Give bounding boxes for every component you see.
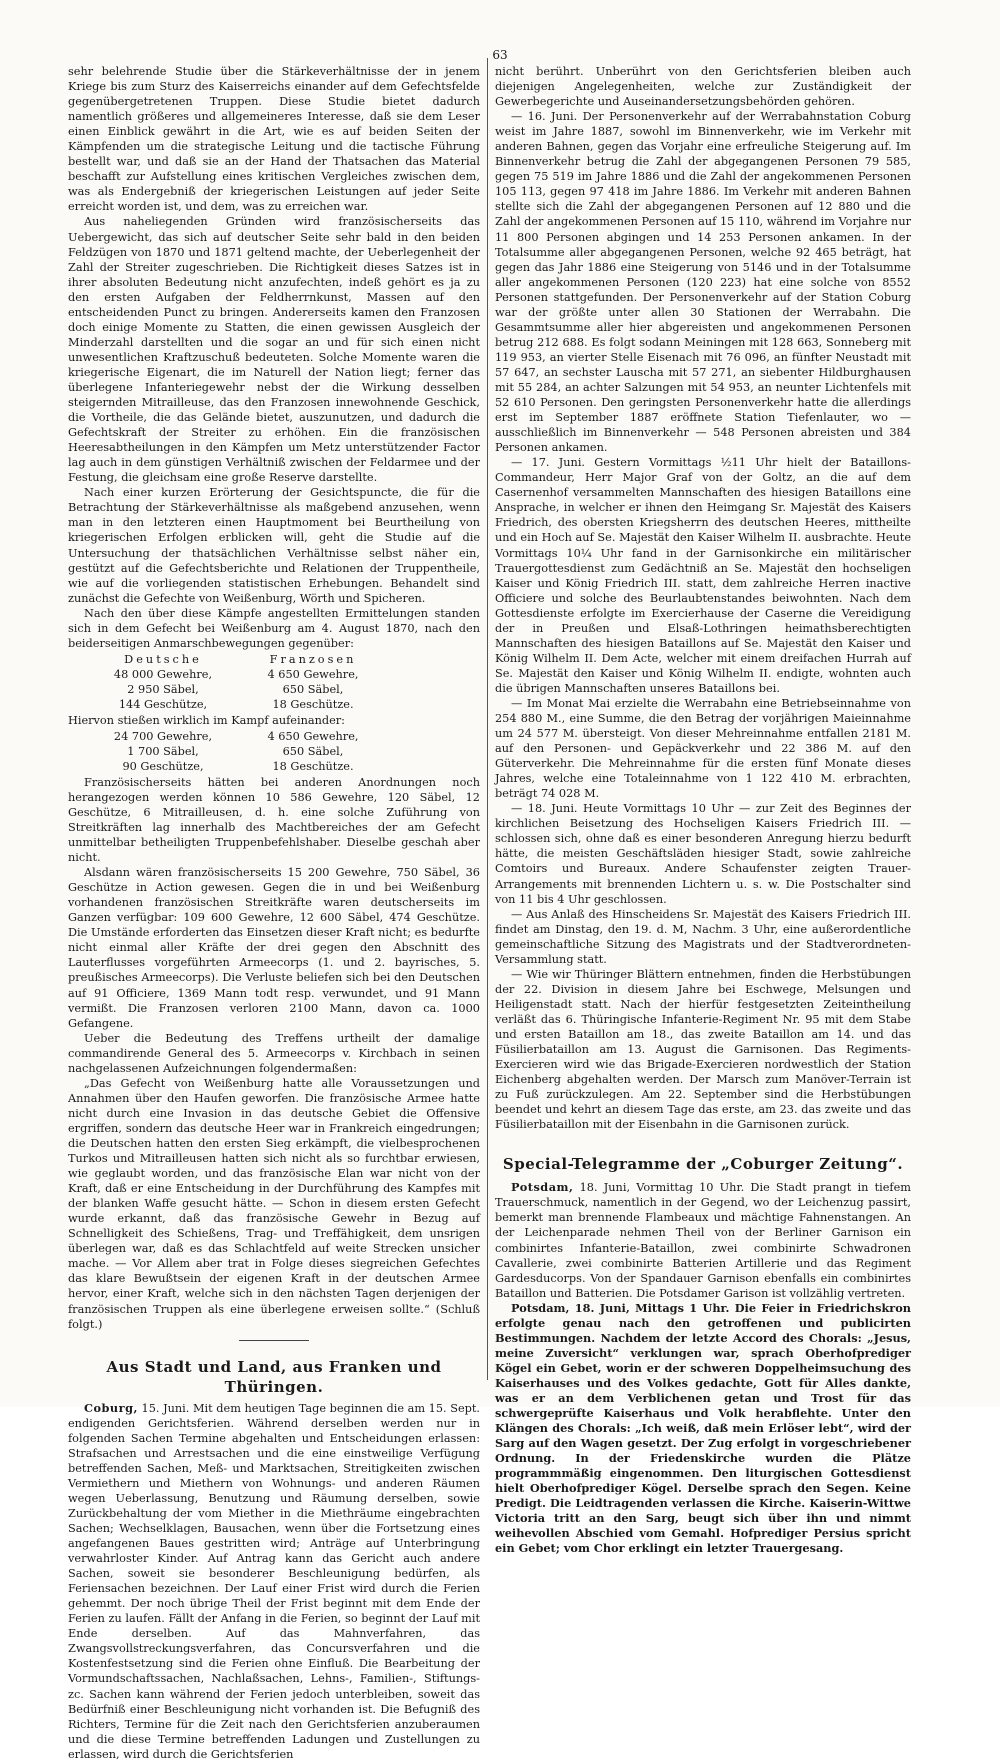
paragraph: Ueber die Bedeutung des Treffens urtheilt der damalige commandirende General des 5. Armeecorps v. Kirchbach in seinen nachgelassenen Aufzeichnungen folgendermaßen: <box>68 1031 480 1075</box>
table-header: Franzosen <box>269 652 357 666</box>
dateline: Potsdam, <box>511 1180 574 1195</box>
table-cell: 90 Geschütze, <box>122 759 204 773</box>
section-heading: Aus Stadt und Land, aus Franken und Thüringen. <box>106 1357 442 1396</box>
left-column <box>68 64 480 1762</box>
paragraph: nicht berührt. Unberührt von den Gerichtsferien bleiben auch diejenigen Angelegenheiten, welche zur Zuständigkeit der Gewerbegerichte und Auseinandersetzungsbehörden gehören. <box>495 65 911 109</box>
table-cell: 1 700 Säbel, <box>127 744 199 758</box>
table-header: Deutsche <box>124 652 202 666</box>
paragraph-text: 15. Juni. Mit dem heutigen Tage beginnen die am 15. Sept. endigenden Gerichtsferien. Während derselben werden nur in folgenden Sachen Termine abgehalten und Entscheidungen erlassen: Strafsachen und Arrestsachen und die eine einstweilige Verfügung betreffenden Sachen, Meß- und Marktsachen, Streitigkeiten zwischen Vermiethern und Miethern von Wohnungs- und anderen Räumen wegen Ueberlassung, Benutzung und Räumung derselben, sowie Zurückbehaltung der vom Miether in die Miethräume eingebrachten Sachen; Wechselklagen, Bausachen, wenn über die Fortsetzung eines angefangenen Baues gestritten wird; Anträge auf Unterbringung verwahrloster Kinder. Auf Antrag kann das Gericht auch andere Sachen, soweit sie besonderer Beschleunigung bedürfen, als Feriensachen bezeichnen. Der Lauf einer Frist wird durch die Ferien gehemmt. Der noch übrige Theil der Frist beginnt mit dem Ende der Ferien zu laufen. Fällt der Anfang in die Ferien, so beginnt der Lauf mit Ende derselben. Auf das Mahnverfahren, das Zwangsvollstreckungsverfahren, das Concursverfahren und die Kostenfestsetzung sind die Ferien ohne Einfluß. Die Bearbeitung der Vormundschaftssachen, Nachlaßsachen, Lehns-, Familien-, Stiftungs- zc. Sachen kann während der Ferien jedoch unterbleiben, soweit das Bedürfniß einer Beschleunigung nicht vorhanden ist. Die Befugniß des Richters, Termine für die Zeit nach den Gerichtsferien anzuberaumen und die diese Termine betreffenden Ladungen und Zustellungen zu erlassen, wird durch die Gerichtsferien <box>68 1401 480 1761</box>
paragraph: sehr belehrende Studie über die Stärkeverhältnisse der in jenem Kriege bis zum Sturz des Kaiserreichs einander auf dem Gefechtsfelde gegenübergetretenen Truppen. Diese Studie bietet dadurch namentlich größeres und allgemeineres Interesse, daß sie dem Leser einen Einblick gewährt in die Art, wie es auf beiden Seiten der Kämpfenden um die strategische Leitung und die tactische Führung bestellt war, und daß sie an der Hand der Thatsachen das Material beschafft zur Aufstellung eines kritischen Vergleiches zwischen dem, was als Endergebniß der kriegerischen Leistungen auf jeder Seite erreicht worden ist, und dem, was zu erreichen war. <box>68 65 480 214</box>
right-column <box>495 64 911 1557</box>
paragraph: Alsdann wären französischerseits 15 200 Gewehre, 750 Säbel, 36 Geschütze in Action gewesen. Gegen die in und bei Weißenburg vorhandenen französischen Streitkräfte waren deutscherseits im Ganzen verfügbar: 109 600 Gewehre, 12 600 Säbel, 474 Geschütze. Die Umstände erforderten das Einsetzen dieser Kraft nicht; es bedurfte nicht einmal aller Kräfte der drei gegen den Abschnitt des Lauterflusses vorgeführten Armeecorps (1. und 2. bayrisches, 5. preußisches Armeecorps). Die Verluste beliefen sich bei den Deutschen auf 91 Officiere, 1369 Mann todt resp. verwundet, und 91 Mann vermißt. Die Franzosen verloren 2100 Mann, davon ca. 1000 Gefangene. <box>68 866 480 1030</box>
table-cell: 2 950 Säbel, <box>127 682 199 696</box>
paragraph: — 16. Juni. Der Personenverkehr auf der Werrabahnstation Coburg weist im Jahre 1887, sowohl im Binnenverkehr, wie im Verkehr mit anderen Bahnen, gegen das Vorjahr eine erfreuliche Steigerung auf. Im Binnenverkehr betrug die Zahl der abgegangenen Personen 79 585, gegen 75 519 im Jahre 1886 und die Zahl der angekommenen Personen 105 113, gegen 97 418 im Jahre 1886. Im Verkehr mit anderen Bahnen stellte sich die Zahl der abgegangenen Personen auf 12 880 und die Zahl der angekommenen Personen auf 15 110, während im Vorjahre nur 11 800 Personen abgingen und 14 253 Personen ankamen. In der Totalsumme aller abgegangenen Personen, welche 92 465 beträgt, hat gegen das Jahr 1886 eine Steigerung von 5146 und in der Totalsumme aller angekommenen Personen (120 223) hat eine solche von 8552 Personen stattgefunden. Der Personenverkehr auf der Station Coburg war der größte unter allen 30 Stationen der Werrabahn. Die Gesammtsumme aller hier abgereisten und angekommenen Personen betrug 212 688. Es folgt sodann Meiningen mit 128 663, Sonneberg mit 119 953, an vierter Stelle Eisenach mit 76 096, an fünfter Neustadt mit 57 647, an sechster Lauscha mit 57 271, an siebenter Hildburghausen mit 55 284, an achter Salzungen mit 54 953, an neunter Lichtenfels mit 52 610 Personen. Den geringsten Personenverkehr hatte die allerdings erst im September 1887 eröffnete Station Tiefenlauter, wo — ausschließlich im Binnenverkehr — 548 Personen abreisten und 384 Personen ankamen. <box>495 110 911 455</box>
bold-paragraph: Potsdam, 18. Juni, Mittags 1 Uhr. Die Feier in Friedrichskron erfolgte genau nach den getroffenen und publicirten Bestimmungen. Nachdem der letzte Accord des Chorals: „Jesus, meine Zuversicht“ verklungen war, sprach Oberhofprediger Kögel ein Gebet, worin er der schweren Doppelheimsuchung des Kaiserhauses und des Volkes gedachte, Gott für Alles dankte, was er an dem Verblichenen getan und Trost für das schwergeprüfte Kaiserhaus und Volk herabflehte. Unter den Klängen des Chorals: „Ich weiß, daß mein Erlöser lebt“, wird der Sarg auf den Wagen gesetzt. Der Zug erfolgt in vorgeschriebener Ordnung. In der Friedenskirche wurden die Plätze programmmäßig eingenommen. Den liturgischen Gottesdienst hielt Oberhofprediger Kögel. Derselbe sprach den Segen. Keine Predigt. Die Leidtragenden verlassen die Kirche. Kaiserin-Wittwe Victoria tritt an den Sarg, beugt sich über ihn und nimmt weihevollen Abschied vom Gemahl. Hofprediger Persius spricht ein Gebet; vom Chor erklingt ein letzter Trauergesang. <box>495 1300 911 1556</box>
page-number: 63 <box>492 48 508 62</box>
paragraph: Französischerseits hätten bei anderen Anordnungen noch herangezogen werden können 10 586 Gewehre, 120 Säbel, 12 Geschütze, 6 Mitrailleusen, d. h. eine solche Zuführung von Streitkräften lag innerhalb des Machtbereiches der am Gefecht unmittelbar betheiligten Truppenbefehlshaber. Dieselbe geschah aber nicht. <box>68 775 480 865</box>
paragraph: — Wie wir Thüringer Blättern entnehmen, finden die Herbstübungen der 22. Division in diesem Jahre bei Eschwege, Melsungen und Heiligenstadt statt. Nach der hierfür festgesetzten Zeiteintheilung verläßt das 6. Thüringische Infanterie-Regiment Nr. 95 mit dem Stabe und ersten Bataillon am 18., das zweite Bataillon am 14. und das Füsilierbataillon am 13. August die Garnisonen. Das Regiments-Exercieren wird wie das Brigade-Exercieren nordwestlich der Station Eichenberg abgehalten werden. Der Marsch zum Manöver-Terrain ist zu Fuß zurückzulegen. Am 22. September sind die Herbstübungen beendet und kehrt an diesem Tage das erste, am 23. das zweite und das Füsilierbataillon mit der Eisenbahn in die Garnisonen zurück. <box>495 967 911 1132</box>
paragraph: — 17. Juni. Gestern Vormittags ½11 Uhr hielt der Bataillons-Commandeur, Herr Major Graf von der Goltz, an die auf dem Casernenhof versammelten Mannschaften des hiesigen Bataillons eine Ansprache, in welcher er ihnen den Heimgang Sr. Majestät des Kaisers Friedrich, des obersten Kriegsherrn des deutschen Heeres, mittheilte und ein Hoch auf Se. Majestät den Kaiser Wilhelm II. ausbrachte. Heute Vormittags 10¼ Uhr fand in der Garnisonkirche ein militärischer Trauergottesdienst zum Gedächtniß an Se. Majestät den hochseligen Kaiser und König Friedrich III. statt, dem zahlreiche Herren inactive Officiere und solche des Beurlaubtenstandes beiwohnten. Nach dem Gottesdienste erfolgte im Exercierhause der Caserne die Vereidigung der in Preußen und Elsaß-Lothringen heimathsberechtigten Mannschaften des hiesigen Bataillons auf Se. Majestät den Kaiser und König Wilhelm II. Dem Acte, welcher mit einem dreifachen Hurrah auf Se. Majestät den Kaiser und König Wilhelm II. endigte, wohnten auch die übrigen Mannschaften unseres Bataillons bei. <box>495 456 911 695</box>
paragraph: — Aus Anlaß des Hinscheidens Sr. Majestät des Kaisers Friedrich III. findet am Dinstag, den 19. d. M, Nachm. 3 Uhr, eine außerordentliche gemeinschaftliche Sitzung des Magistrats und der Stadtverordneten-Versammlung statt. <box>495 907 911 966</box>
forces-table-1 <box>88 652 388 712</box>
section-separator <box>239 1340 309 1341</box>
paragraph <box>68 1401 480 1762</box>
table-cell: 4 650 Gewehre, <box>267 667 359 681</box>
paragraph: Nach den über diese Kämpfe angestellten Ermittelungen standen sich in dem Gefecht bei Weißenburg am 4. August 1870, nach den beiderseitigen Anmarschbewegungen gegenüber: <box>68 606 480 650</box>
section-heading: Special-Telegramme der „Coburger Zeitung“. <box>502 1155 904 1174</box>
table-cell: 18 Geschütze. <box>272 759 354 773</box>
paragraph: Hiervon stießen wirklich im Kampf aufeinander: <box>68 713 345 727</box>
forces-table-2 <box>88 729 388 774</box>
paragraph: Aus naheliegenden Gründen wird französischerseits das Uebergewicht, das sich auf deutscher Seite sehr bald in den beiden Feldzügen von 1870 und 1871 geltend machte, der Ueberlegenheit der Zahl der Streiter zugeschrieben. Die Richtigkeit dieses Satzes ist in ihrer absoluten Bedeutung nicht anzufechten, indeß gehört es ja zu den ersten Aufgaben der Feldherrnkunst, Massen auf den entscheidenden Punct zu bringen. Andererseits kamen den Franzosen doch einige Momente zu Statten, die einen gewissen Ausgleich der Minderzahl darstellten und die sogar an und für sich einen nicht unwesentlichen Kraftzuschuß bedeuteten. Solche Momente waren die kriegerische Eigenart, die im Naturell der Nation liegt; ferner das überlegene Infanteriegewehr nebst der die Wirkung desselben steigernden Mitrailleuse, das den Franzosen innewohnende Geschick, die Vortheile, die das Gelände bietet, auszunutzen, und dadurch die Gefechtskraft der Streiter zu erhöhen. Ein die französischen Heeresabtheilungen in den Kämpfen um Metz unterstützender Factor lag auch in dem günstigen Verhältniß zwischen der Feldarmee und der Festung, die gleichsam eine große Reserve darstellte. <box>68 215 480 485</box>
quote-paragraph: „Das Gefecht von Weißenburg hatte alle Voraussetzungen und Annahmen über den Haufen geworfen. Die französische Armee hatte nicht durch eine Invasion in das deutsche Gebiet die Offensive ergriffen, sondern das deutsche Heer war in Frankreich eingedrungen; die Deutschen hatten den ersten Sieg erkämpft, die vielbesprochenen Turkos und Mitrailleusen hatten sich nicht als so furchtbar erwiesen, wie geglaubt worden, und das französische Elan war nicht von der Kraft, daß er eine Entscheidung in der Durchführung des Kampfes mit der blanken Waffe gesucht hätte. — Schon in diesem ersten Gefecht wurde erkannt, daß das französische Gewehr in Bezug auf Schnelligkeit des Schießens, Trag- und Treffähigkeit, dem unsrigen überlegen war, daß es das Schlachtfeld auf weite Strecken unsicher mache. — Vor Allem aber trat in Folge dieses siegreichen Gefechtes das klare Bewußtsein der eigenen Kraft in der deutschen Armee hervor, einer Kraft, welche sich in den nächsten Tagen derjenigen der französischen Truppen als eine überlegene erweisen sollte.“ (Schluß folgt.) <box>68 1076 480 1331</box>
table-cell: 18 Geschütze. <box>272 697 354 711</box>
table-cell: 650 Säbel, <box>282 744 344 758</box>
table-cell: 24 700 Gewehre, <box>113 729 213 743</box>
paragraph-text: 18. Juni, Vormittag 10 Uhr. Die Stadt prangt in tiefem Trauerschmuck, namentlich in der Gegend, wo der Leichenzug passirt, bemerkt man brennende Flambeaux und mächtige Fahnenstangen. An der Leichenparade nehmen Theil von der Berliner Garnison ein combinirtes Infanterie-Bataillon, zwei combinirte Schwadronen Cavallerie, zwei combinirte Batterien Artillerie und das Regiment Gardesducorps. Von der Spandauer Garnison ebenfalls ein combinirtes Bataillon und Batterien. Die Potsdamer Garison ist vollzählig vertreten. <box>495 1181 911 1300</box>
table-cell: 144 Geschütze, <box>118 697 208 711</box>
paragraph <box>495 1180 911 1300</box>
paragraph: — 18. Juni. Heute Vormittags 10 Uhr — zur Zeit des Beginnes der kirchlichen Beisetzung des Hochseligen Kaisers Friedrich III. — schlossen sich, ohne daß es einer besonderen Anregung hierzu bedurft hätte, die meisten Geschäftsläden hiesiger Stadt, sowie zahlreiche Comtoirs und Bureaux. Andere Schaufenster zeigten Trauer-Arrangements mit brennenden Lichtern u. s. w. Die Postschalter sind von 11 bis 4 Uhr geschlossen. <box>495 802 911 906</box>
table-cell: 4 650 Gewehre, <box>267 729 359 743</box>
paragraph: — Im Monat Mai erzielte die Werrabahn eine Betriebseinnahme von 254 880 M., eine Summe, die den Betrag der vorjährigen Maieinnahme um 24 577 M. übersteigt. Von dieser Mehreinnahme entfallen 2181 M. auf den Personen- und Gepäckverkehr und 22 386 M. auf den Güterverkehr. Die Mehreinnahme für die ersten fünf Monate dieses Jahres, welche eine Totaleinnahme von 1 122 410 M. erbrachten, beträgt 74 028 M. <box>495 696 911 801</box>
column-divider <box>487 58 488 1380</box>
table-cell: 48 000 Gewehre, <box>113 667 213 681</box>
paragraph: Nach einer kurzen Erörterung der Gesichtspuncte, die für die Betrachtung der Stärkeverhältnisse als maßgebend anzusehen, wenn man in den letzteren einen Hauptmoment bei Beurtheilung von kriegerischen Erfolgen erblicken will, geht die Studie auf die Untersuchung der thatsächlichen Verhältnisse selbst näher ein, gestützt auf die Gefechtsberichte und Relationen der Truppentheile, wie auf die vorliegenden statistischen Erhebungen. Behandelt sind zunächst die Gefechte von Weißenburg, Wörth und Spicheren. <box>68 486 480 605</box>
dateline: Coburg, <box>84 1400 138 1415</box>
table-cell: 650 Säbel, <box>282 682 344 696</box>
